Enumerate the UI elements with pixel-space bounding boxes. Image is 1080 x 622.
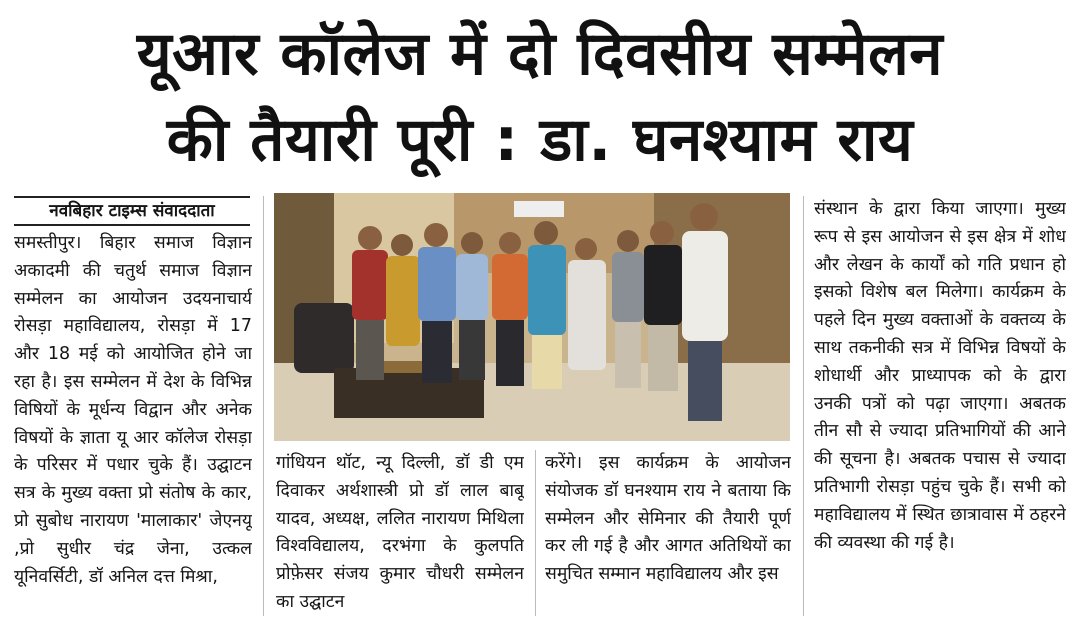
group-photo	[274, 193, 790, 441]
article-column-4: संस्थान के द्वारा किया जाएगा। मुख्य रूप से इस आयोजन से इस क्षेत्र में शोध और लेखन के कार्यों को गति प्रधान हो इसको विशेष बल मिलेगा। कार्यक्रम के पहले दिन मुख्य वक्ताओं के वक्तव्य के साथ तकनीकी सत्र में विभिन्न विषयों के शोधार्थी और प्राध्यापक को के द्वारा उनकी पत्रों को पढ़ा जाएगा। अबतक तीन सौ से ज्यादा प्रतिभागियों की आने की सूचना है। अबतक पचास से ज्यादा प्रतिभागी रोसड़ा पहुंच चुके हैं। सभी को महाविद्यालय में स्थित छात्रावास में ठहरने की व्यवस्था की गई है।	[814, 199, 1066, 553]
headline-line-1: यूआर कॉलेज में दो दिवसीय सम्मेलन	[136, 19, 944, 89]
byline: नवबिहार टाइम्स संवाददाता	[14, 196, 250, 226]
article-column-1: समस्तीपुर। बिहार समाज विज्ञान अकादमी की चतुर्थ समाज विज्ञान सम्मेलन का आयोजन उदयनाचार्य रोसड़ा महाविद्यालय, रोसड़ा में 17 और 18 मई को आयोजित होने जा रहा है। इस सम्मेलन में देश के विभिन्न विषियों के मूर्धन्य विद्वान और अनेक विषयों के ज्ञाता यू आर कॉलेज रोसड़ा के परिसर में पधार चुके हैं। उद्घाटन सत्र के मुख्य वक्ता प्रो संतोष के कार, प्रो सुबोध नारायण 'मालाकार' जेएनयू ,प्रो सुधीर चंद्र जेना, उत्कल यूनिवर्सिटी, डॉ अनिल दत्त मिश्रा,	[14, 233, 252, 587]
headline-line-2: की तैयारी पूरी : डा. घनश्याम राय	[166, 105, 914, 175]
article-column-2: गांधियन थॉट, न्यू दिल्ली, डॉ डी एम दिवाकर अर्थशास्त्री प्रो डॉ लाल बाबू यादव, अध्यक्ष, ललित नारायण मिथिला विश्वविद्यालय, दरभंगा के कुलपति प्रोफ़ेसर संजय कुमार चौधरी सम्मेलन का उद्घाटन	[276, 453, 524, 612]
column-divider	[535, 450, 536, 616]
article-column-3: करेंगे। इस कार्यक्रम के आयोजन संयोजक डॉ घनश्याम राय ने बताया कि सम्मेलन और सेमिनार की तैयारी पूर्ण कर ली गई है और आगत अतिथियों का समुचित सम्मान महाविद्यालय और इस	[545, 453, 791, 585]
column-divider	[803, 196, 804, 616]
group-photo-icon	[274, 193, 790, 441]
column-divider	[263, 196, 264, 616]
